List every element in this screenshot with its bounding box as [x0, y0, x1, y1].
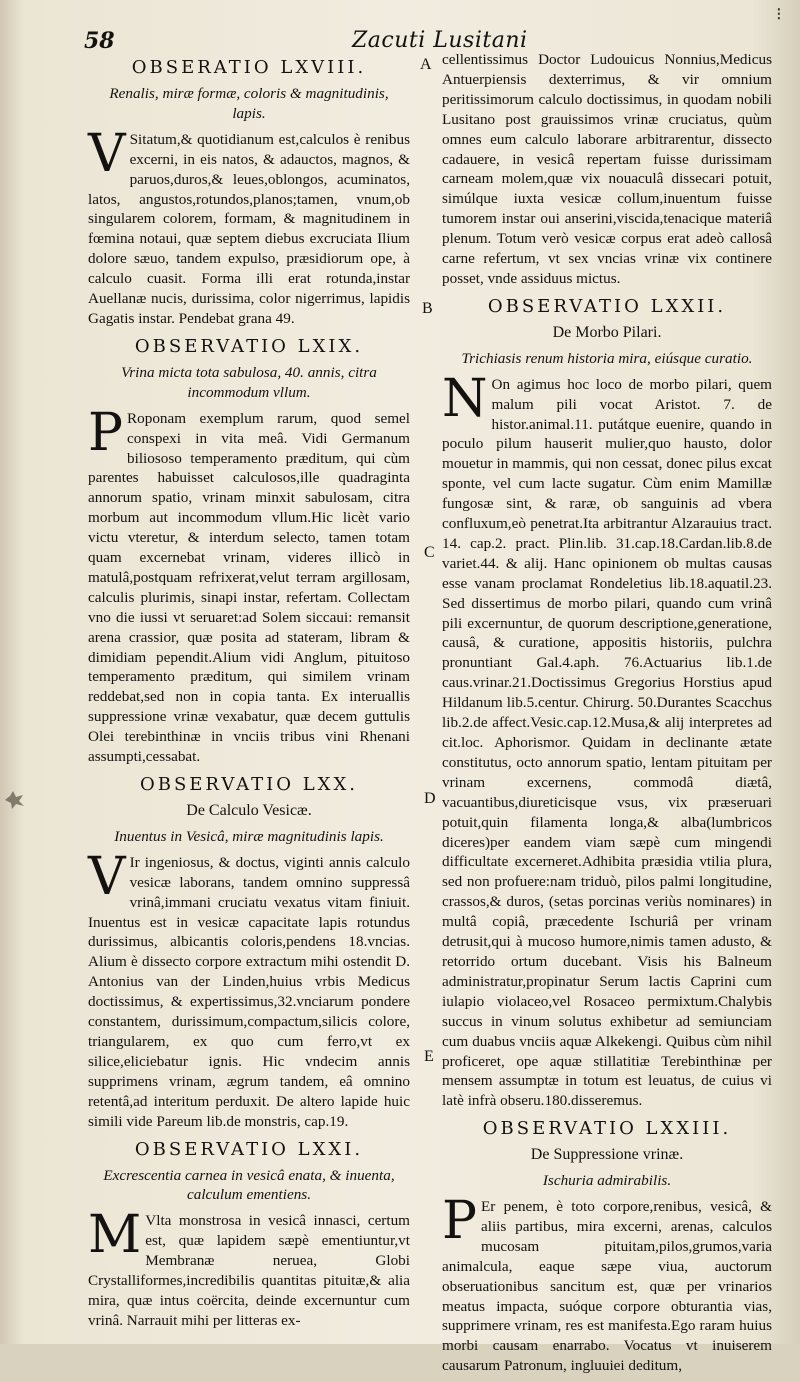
paragraph: Ir ingeniosus, & doctus, viginti annis calculo vesicæ laborans, tandem omnino suppressâ vrinâ,immani cruciatu vexatus vitam finiuit. Inuentus est in vesicæ capacitate lapis rotundus durissimus, albicantis coloris,pendens 18.vncias. Alium è dissecto corpore extractum mihi ostendit D. Antonius van der Linden,huius vrbis Medicus doctissimus, & expertissimus,32.vnciarum pondere constantem, durissimum,compactum,silicis colore, triangularem, ex quo cum ferro,vt ex silice,eliciebatur ignis. Hic vndecim annis supprimens vrinam, ægrum tandem, eâ omnino retentâ,ad interitum perduxit. De altero lapide huic simili vide Pareum lib.de monstris, cap.19.: [88, 853, 410, 1130]
observation-73-heading: OBSERVATIO LXXIII.: [482, 1118, 732, 1140]
observation-69-text: [88, 402, 410, 767]
dropcap: V: [88, 846, 126, 907]
margin-letter-a: A: [420, 56, 432, 73]
left-column: [88, 50, 410, 1337]
observation-70-subtitle: Inuentus in Vesicâ, miræ magnitudinis lapis.: [114, 827, 384, 845]
margin-letter-e: E: [424, 1048, 434, 1065]
paragraph: On agimus hoc loco de morbo pilari, quem malum pili vocat Aristot. 7. de histor.animal.11. putátque euenire, quando in poculo pilum hauserit mulier,quo hausto, dolor mouetur in mammis, qui non cessat, donec pilus excat sponte, vel cum lacte sugatur. Cùm enim Mamillæ fungosæ sint, & raræ, ob sanguinis ad vbera confluxum,eò penetrat.Ita arbitrantur Alzarauius tract. 14. cap.2. pract. Plin.lib. 31.cap.18.Cardan.lib.8.de variet.44. & alij. Hanc opinionem ob multas causas esse vanam proclamat Rondeletius lib.18.aquatil.23. Sed dissertimus de morbo pilari, quando cum vrinâ pili excernuntur, de quorum descriptione,generatione, causâ, & curatione, appositis historiis, pulchra pronuntiant Gal.4.aph. 76.Actuarius lib.1.de caus.vrinar.21.Doctissimus Gregorius Horstius apud Hildanum lib.5.centur. Chirurg. 50.Durantes Scacchus lib.2.de affect.Vesic.cap.12.Musa,& alij interpretes ad cit.loc. Aphorismor. Quidam in declinante ætate constitutus, octo annorum spatio, lentam pituitam per vrinam excernens, commodâ diætâ, vacuantibus,diureticisque vsus, vix præseruari potuit,quin filamenta longa,& alba(lumbricos diceres)per eandem viam sæpè cum mingendi difficultate excerneret.Adhibita præsidia vtilia plura, sed non profuere:nam triduò, pilos palmi longitudine, crassos,& duros, (setas porcinas veriùs nominares) in multâ copiâ, præcedente Ischuriâ per vrinam detrusit,qui à mucoso humore,nimis tamen adusto, & retorrido ortum ducebant. Visis his Balneum administratur,propinatur Serum lactis Caprini cum iulapio violaceo,vel Rosaceo permixtum.Chalybis succus in vinum solutus exhibetur ad semiunciam cum duabus vnciis aquæ Alkekengi. Quibus cùm nihil proficeret, ope aquæ stillatitiæ Terebinthinæ per mensem assumptæ in totum est leuatus, de cuius vi latè infrà obseru.180.disseremus.: [442, 375, 772, 1110]
paragraph: Roponam exemplum rarum, quod semel conspexi in vita meâ. Vidi Germanum biliososo temperamento præditum, qui cùm parentes habuisset calculosos,ille quadraginta annorum spatio, vrinam minxit sabulosam, citra morbum aut incommodum vllum.Hic licèt vario victu vteretur, & interdum selecto, tamen totam quam excernebat vrinam, videres illicò in matulâ,postquam refrixerat,velut terram argillosam, calculis plurimis, sinapi instar, refertam. Collectam vno die iussi vt seruaret:ad Solem siccaui: remansit arena crassior, quæ posita ad stateram, libram & dimidiam pependit.Alium vidi Anglum, pituitoso temperamento præditum, qui similem vrinam reddebat,sed non in copia tanta. Ex interuallis suppressione vrinæ vexabatur, quæ decem guttulis Olei terebinthinæ in vnciis tribus vini Rhenani assumpti,cessabat.: [88, 409, 410, 766]
observation-69-heading: OBSERVATIO LXIX.: [134, 335, 364, 357]
observation-68-heading: OBSERATIO LXVIII.: [131, 57, 367, 78]
dropcap: P: [88, 402, 123, 463]
dropcap: V: [88, 123, 126, 184]
edge-mark: ⁝: [776, 4, 782, 25]
observation-71-text: [88, 1205, 410, 1330]
observation-70-heading: OBSERVATIO LXX.: [139, 774, 359, 795]
observation-71-subtitle: Excrescentia carnea in vesicâ enata, & inuenta, calculum ementiens.: [103, 1166, 395, 1204]
observation-72-heading: OBSERVATIO LXXII.: [487, 295, 727, 317]
dropcap: P: [442, 1191, 477, 1252]
observation-72-subtitle: Trichiasis renum historia mira, eiúsque curatio.: [461, 349, 753, 367]
observation-72-text: [442, 368, 772, 1112]
dropcap: N: [442, 368, 488, 429]
right-column: [442, 50, 772, 1382]
page-number: 58: [84, 28, 115, 54]
running-head: Zacuti Lusitani: [352, 28, 528, 53]
observation-71-continued-text: cellentissimus Doctor Ludouicus Nonnius,Medicus Antuerpiensis dexterrimus, & vir omnium peritissimorum calculo doctissimus, in quodam nobili Lusitano post grauissimos vrinæ cruciatus, quùm omnes eum calculo laborare arbitrarentur, dissecto cadauere, in vesicâ repertam fuisse durissimam carneam molem,quæ vix nouaculâ dissecari potuit, simúlque iuxta vesicæ collum,inuentum fuisse tumorem instar oui anserini,viscida,tenacique materiâ plenum. Totum verò vesicæ corpus erat adeò callosâ carne refertum, vt sex vncias vrinæ vix continere posset, vnde assiduus mictus.: [442, 51, 772, 287]
observation-73-text: [442, 1191, 772, 1376]
observation-68-subtitle: Renalis, miræ formæ, coloris & magnitudinis, lapis.: [109, 85, 389, 122]
observation-70-title: De Calculo Vesicæ.: [186, 802, 312, 819]
observation-73-subtitle: Ischuria admirabilis.: [542, 1172, 672, 1190]
paragraph: Sitatum,& quotidianum est,calculos è renibus excerni, in eis natos, & adauctos, magnos, & paruos,duros,& leues,oblongos, acuminatos, latos, angustos,rotundos,planos;tamen, vnum,ob singularem colorem, formam, & magnitudinem in fœmina notaui, quæ septem diebus excruciata Ilium dolore sæuo, tandem expulso, præsidiorum ope, à calculo cuasit. Forma illi erat rotunda,instar Auellanæ nucis, durissima, color nigerrimus, lapidis Gagatis instar. Pendebat grana 49.: [88, 130, 410, 327]
dropcap: M: [88, 1205, 142, 1266]
observation-72-title: De Morbo Pilari.: [552, 323, 662, 341]
margin-letter-d: D: [424, 790, 436, 807]
observation-68-text: [88, 123, 410, 329]
margin-letter-c: C: [424, 544, 435, 561]
ink-blot-icon: [2, 788, 26, 812]
observation-70-text: [88, 846, 410, 1132]
observation-69-subtitle: Vrina micta tota sabulosa, 40. annis, citra incommodum vllum.: [121, 363, 377, 401]
observation-73-title: De Suppressione vrinæ.: [530, 1146, 684, 1164]
paragraph: Vlta monstrosa in vesicâ innasci, certum est, quæ lapidem sæpè ementiuntur,vt Membranæ neruea, Globi Crystalliformes,incredibilis quantitas pituitæ,& alia mira, quæ intus coërcita, deinde excernuntur cum vrinâ. Narrauit mihi per litteras ex-: [88, 1212, 410, 1329]
margin-letter-b: B: [422, 300, 433, 317]
paragraph: Er penem, è toto corpore,renibus, vesicâ, & aliis partibus, mira excerni, arenas, calculos mucosam pituitam,pilos,grumos,varia animalcula, eaque sæpe viua, auctorum obseruationibus sancitum est, quæ per vrinarios meatus impacta, suóque corpore obturantia vias, supprimere vrinam, res est manifesta.Ego raram huius morbi causam enarrabo. Vocatus vt inuiserem causarum Patronum, ingluuiei deditum,: [442, 1198, 772, 1375]
observation-71-heading: OBSERVATIO LXXI.: [134, 1138, 364, 1160]
